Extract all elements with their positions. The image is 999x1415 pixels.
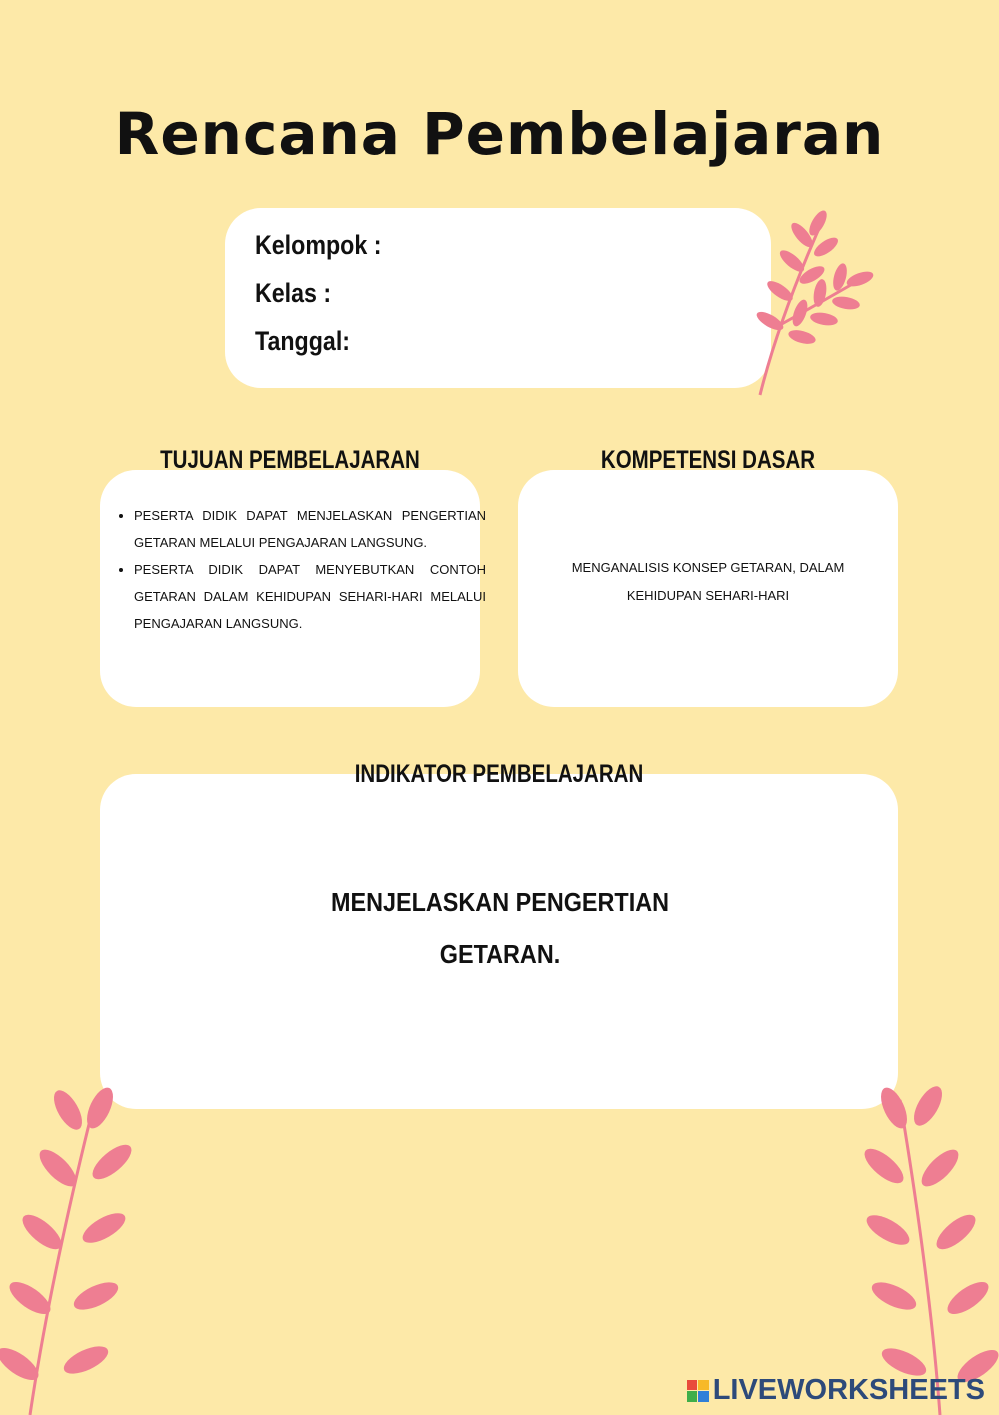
page-title: Rencana Pembelajaran (114, 100, 885, 168)
indikator-text: MENJELASKAN PENGERTIAN GETARAN. (330, 887, 670, 969)
indikator-card (100, 774, 898, 1109)
liveworksheets-logo (687, 1374, 985, 1407)
tujuan-item: • PESERTA DIDIK DAPAT MENYEBUTKAN CONTOH GETARAN DALAM KEHIDUPAN SEHARI-HARI MELALUI PENGAJARAN LANGSUNG. (134, 556, 486, 637)
tujuan-heading: TUJUAN PEMBELAJARAN (160, 446, 420, 474)
kelompok-label: Kelompok : (255, 230, 382, 260)
tujuan-item: • PESERTA DIDIK DAPAT MENJELASKAN PENGERTIAN GETARAN MELALUI PENGAJARAN LANGSUNG. (134, 502, 486, 556)
kelas-label: Kelas : (255, 278, 332, 308)
liveworksheets-logo-icon (687, 1380, 709, 1402)
tanggal-label: Tanggal: (255, 326, 351, 356)
kompetensi-heading: KOMPETENSI DASAR (600, 446, 816, 474)
leaf-branch-top-right-icon (740, 205, 880, 405)
tujuan-card (100, 470, 486, 707)
leaf-branch-bottom-right-icon (860, 1080, 999, 1415)
kompetensi-text: MENGANALISIS KONSEP GETARAN, DALAM KEHIDUPAN SEHARI-HARI (571, 560, 845, 603)
indikator-heading: INDIKATOR PEMBELAJARAN (354, 760, 644, 788)
brand-name: LIVEWORKSHEETS (712, 1374, 985, 1406)
leaf-branch-bottom-left-icon (0, 1080, 140, 1415)
info-card (225, 208, 771, 388)
tujuan-list (112, 502, 486, 637)
kompetensi-card (518, 470, 898, 707)
